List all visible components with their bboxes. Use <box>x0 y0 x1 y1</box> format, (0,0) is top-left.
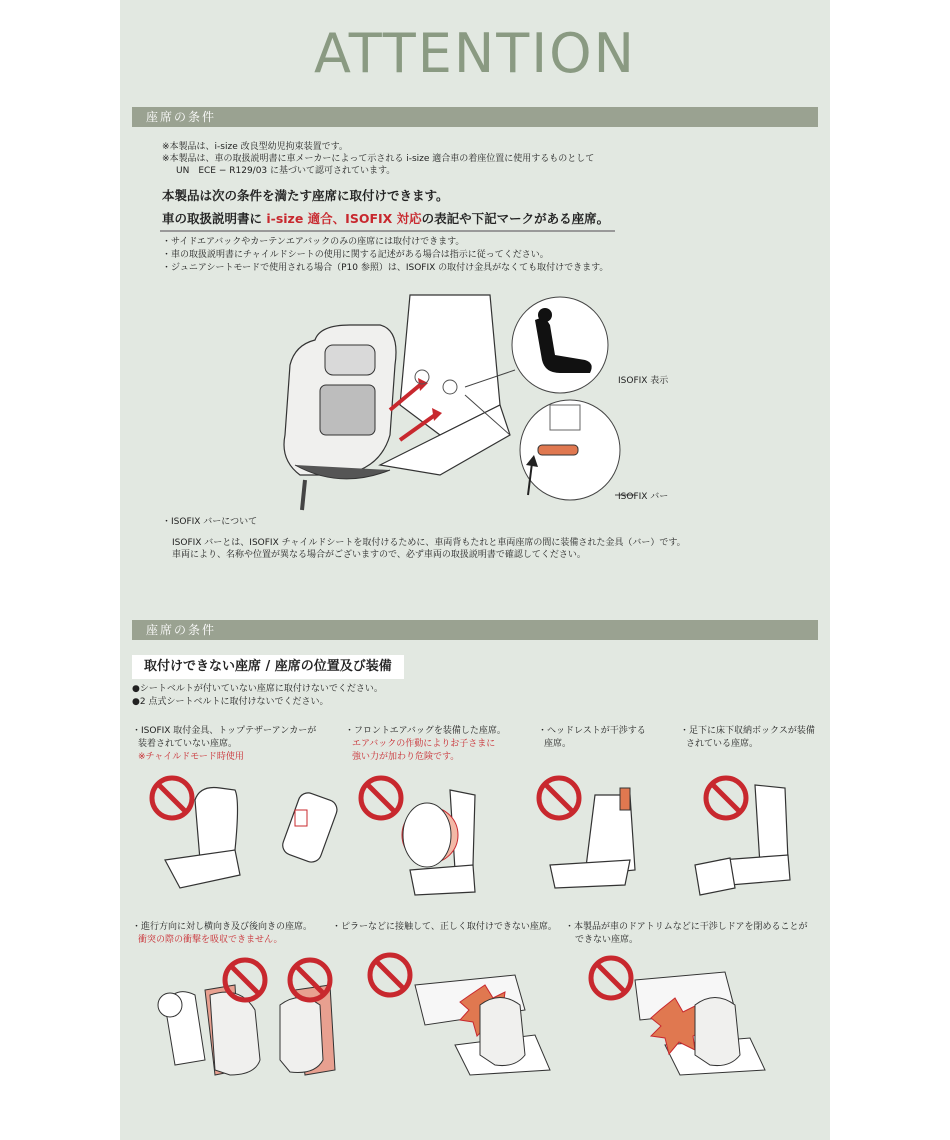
prohibited-example-7 <box>585 950 775 1080</box>
caption: 装着されていない座席。 <box>138 739 238 749</box>
condition-pre: 車の取扱説明書に <box>162 211 267 226</box>
caption: ・本製品が車のドアトリムなどに干渉しドアを閉めることが <box>565 922 808 932</box>
caption: ・ヘッドレストが干渉する <box>538 726 646 736</box>
note-line: ※本製品は、i-size 改良型幼児拘束装置です。 <box>162 142 348 152</box>
prohibited-icon <box>706 778 746 818</box>
page-title: ATTENTION <box>313 22 637 85</box>
condition-highlight: i-size 適合、ISOFIX 対応 <box>266 211 422 226</box>
bullet-item: ●シートベルトが付いていない座席に取付けないでください。 <box>132 684 383 694</box>
prohibited-example-5 <box>145 950 350 1080</box>
prohibited-icon <box>591 958 631 998</box>
about-heading: ・ISOFIX バーについて <box>162 517 258 527</box>
about-text: ISOFIX バーとは、ISOFIX チャイルドシートを取付けるために、車両背もたれと車両座席の間に装備された金具（バー）です。 <box>172 538 686 548</box>
caption: ・足下に床下収納ボックスが装備 <box>680 726 815 736</box>
prohibited-icon <box>152 778 192 818</box>
note-line: ※本製品は、車の取扱説明書に車メーカーによって示される i-size 適合車の着座位置に使用するものとして <box>162 154 595 164</box>
caption-warning: ※チャイルドモード時使用 <box>138 752 244 762</box>
condition-text <box>162 213 609 225</box>
prohibited-icon <box>539 778 579 818</box>
prohibited-icon <box>361 778 401 818</box>
prohibited-icon <box>370 955 410 995</box>
caption-warning: 強い力が加わり危険です。 <box>352 752 460 762</box>
caption-warning: 衝突の際の衝撃を吸収できません。 <box>138 935 283 945</box>
prohibited-example-6 <box>365 950 565 1080</box>
label-isofix-bar: ISOFIX バー <box>618 492 669 502</box>
about-text: 車両により、名称や位置が異なる場合がございますので、必ず車両の取扱説明書で確認してください。 <box>172 550 586 560</box>
bullet-item: ・ジュニアシートモードで使用される場合（P10 参照）は、ISOFIX の取付け金具がなくても取付けできます。 <box>162 263 609 273</box>
bullet-item: ●2 点式シートベルトに取付けないでください。 <box>132 697 329 707</box>
caption: 座席。 <box>544 739 572 749</box>
bullet-item: ・車の取扱説明書にチャイルドシートの使用に関する記述がある場合は指示に従ってください。 <box>162 250 549 260</box>
section-header: 座席の条件 <box>132 107 818 127</box>
caption-warning: エアバックの作動によりお子さまに <box>352 739 496 749</box>
prohibited-example-4 <box>690 770 810 900</box>
lead-text: 本製品は次の条件を満たす座席に取付けできます。 <box>162 188 449 203</box>
isofix-illustration <box>260 285 700 515</box>
box-title: 取付けできない座席 / 座席の位置及び装備 <box>132 655 404 679</box>
note-line: UN ECE − R129/03 に基づいて認可されています。 <box>176 166 396 176</box>
prohibited-icon <box>225 960 265 1000</box>
caption: ・進行方向に対し横向き及び後向きの座席。 <box>132 922 313 932</box>
caption: できない座席。 <box>575 935 639 945</box>
condition-underline <box>160 230 615 232</box>
label-isofix-mark: ISOFIX 表示 <box>618 376 669 386</box>
prohibited-example-1 <box>140 770 340 900</box>
caption: ・ピラーなどに接触して、正しく取付けできない座席。 <box>332 922 557 932</box>
caption: されている座席。 <box>686 739 759 749</box>
prohibited-example-3 <box>535 770 655 900</box>
caption: ・フロントエアバッグを装備した座席。 <box>345 726 506 736</box>
condition-post: の表記や下記マークがある座席。 <box>421 211 610 226</box>
section-header: 座席の条件 <box>132 620 818 640</box>
bullet-item: ・サイドエアバックやカーテンエアバックのみの座席には取付けできます。 <box>162 237 465 247</box>
caption: ・ISOFIX 取付金具、トップテザーアンカーが <box>132 726 317 736</box>
prohibited-example-2 <box>355 770 495 900</box>
